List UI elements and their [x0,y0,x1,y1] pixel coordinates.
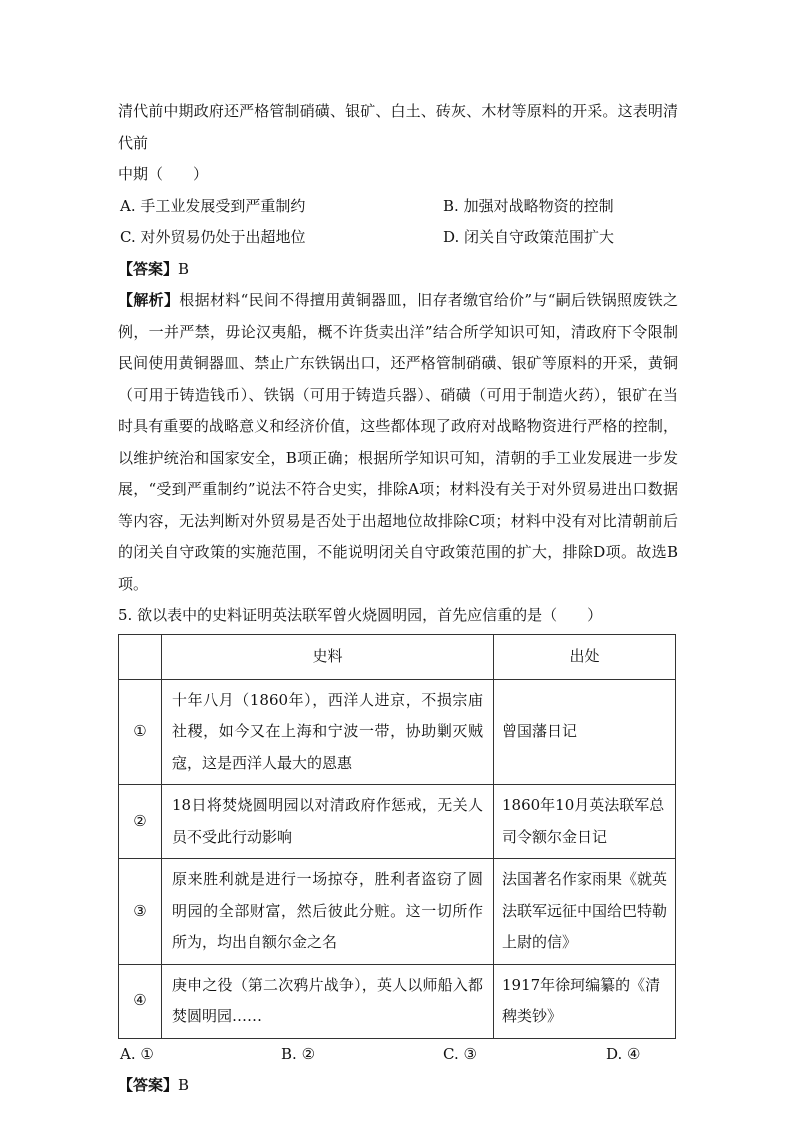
q5-option-b: B. ② [281,1044,316,1063]
q5-option-d: D. ④ [606,1044,641,1063]
row-number: ③ [119,859,162,965]
analysis-paragraph [118,285,678,600]
row-material: 庚申之役（第二次鸦片战争），英人以师船入都焚圆明园…… [162,964,494,1038]
question-stem-line1: 清代前中期政府还严格管制硝磺、银矿、白土、砖灰、木材等原料的开采。这表明清代前 [118,102,678,152]
row-source: 1917年徐珂编纂的《清稗类钞》 [494,964,676,1038]
analysis-text: 根据材料“民间不得擅用黄铜器皿，旧存者缴官给价”与“嗣后铁锅照废铁之例，一并严禁，毋论汉夷船，概不许货卖出洋”结合所学知识可知，清政府下令限制民间使用黄铜器皿、禁止广东铁锅出口，还严格管制硝磺、银矿等原料的开采，黄铜（可用于铸造钱币）、铁锅（可用于铸造兵器）、硝磺（可用于制造火药），银矿在当时具有重要的战略意义和经济价值，这些都体现了政府对战略物资进行严格的控制，以维护统治和国家安全，B项正确；根据所学知识可知，清朝的手工业发展进一步发展，“受到严重制约”说法不符合史实，排除A项；材料没有关于对外贸易进出口数据等内容，无法判断对外贸易是否处于出超地位故排除C项；材料中没有对比清朝前后的闭关自守政策的实施范围，不能说明闭关自守政策范围的扩大，排除D项。故选B项。 [118,291,678,593]
question5-answer-line [118,1070,678,1102]
row-source: 法国著名作家雨果《就英法联军远征中国给巴特勒上尉的信》 [494,859,676,965]
q5-answer-tag: 【答案】 [118,1076,179,1094]
row-source: 1860年10月英法联军总司令额尔金日记 [494,785,676,859]
q5-answer-value: B [178,1076,190,1094]
row-source: 曾国藩日记 [494,679,676,785]
question-stem [118,96,678,191]
q5-option-c: C. ③ [443,1044,477,1063]
row-number: ① [119,679,162,785]
row-number: ② [119,785,162,859]
source-table [118,634,676,1039]
question5-stem: 5. 欲以表中的史料证明英法联军曾火烧圆明园，首先应信重的是（ ） [118,606,603,624]
answer-value: B [178,259,190,278]
table-row [119,859,676,965]
table-row [119,679,676,785]
question-stem-line2: 中期（ ） [118,165,209,183]
row-material: 原来胜利就是进行一场掠夺，胜利者盗窃了圆明园的全部财富，然后彼此分赃。这一切所作所为，均出自额尔金之名 [162,859,494,965]
table-header-source: 出处 [494,634,676,679]
row-material: 十年八月（1860年），西洋人进京，不损宗庙社稷，如今又在上海和宁波一带，协助剿灭贼寇，这是西洋人最大的恩惠 [162,679,494,785]
table-header-row [119,634,676,679]
row-number: ④ [119,964,162,1038]
table-row [119,964,676,1038]
question5-options [118,1039,678,1071]
options-row-1 [118,191,678,223]
q5-option-a: A. ① [120,1044,154,1063]
row-material: 18日将焚烧圆明园以对清政府作惩戒，无关人员不受此行动影响 [162,785,494,859]
options-row-2 [118,222,678,254]
option-a: A. 手工业发展受到严重制约 [120,196,306,215]
table-header-num [119,634,162,679]
table-header-material: 史料 [162,634,494,679]
analysis-tag: 【解析】 [118,291,180,309]
option-b: B. 加强对战略物资的控制 [443,196,614,215]
option-c: C. 对外贸易仍处于出超地位 [120,228,306,246]
table-row [119,785,676,859]
answer-line [118,254,678,286]
document-page [118,96,678,1102]
option-d: D. 闭关自守政策范围扩大 [443,228,615,246]
answer-tag: 【答案】 [118,259,179,278]
